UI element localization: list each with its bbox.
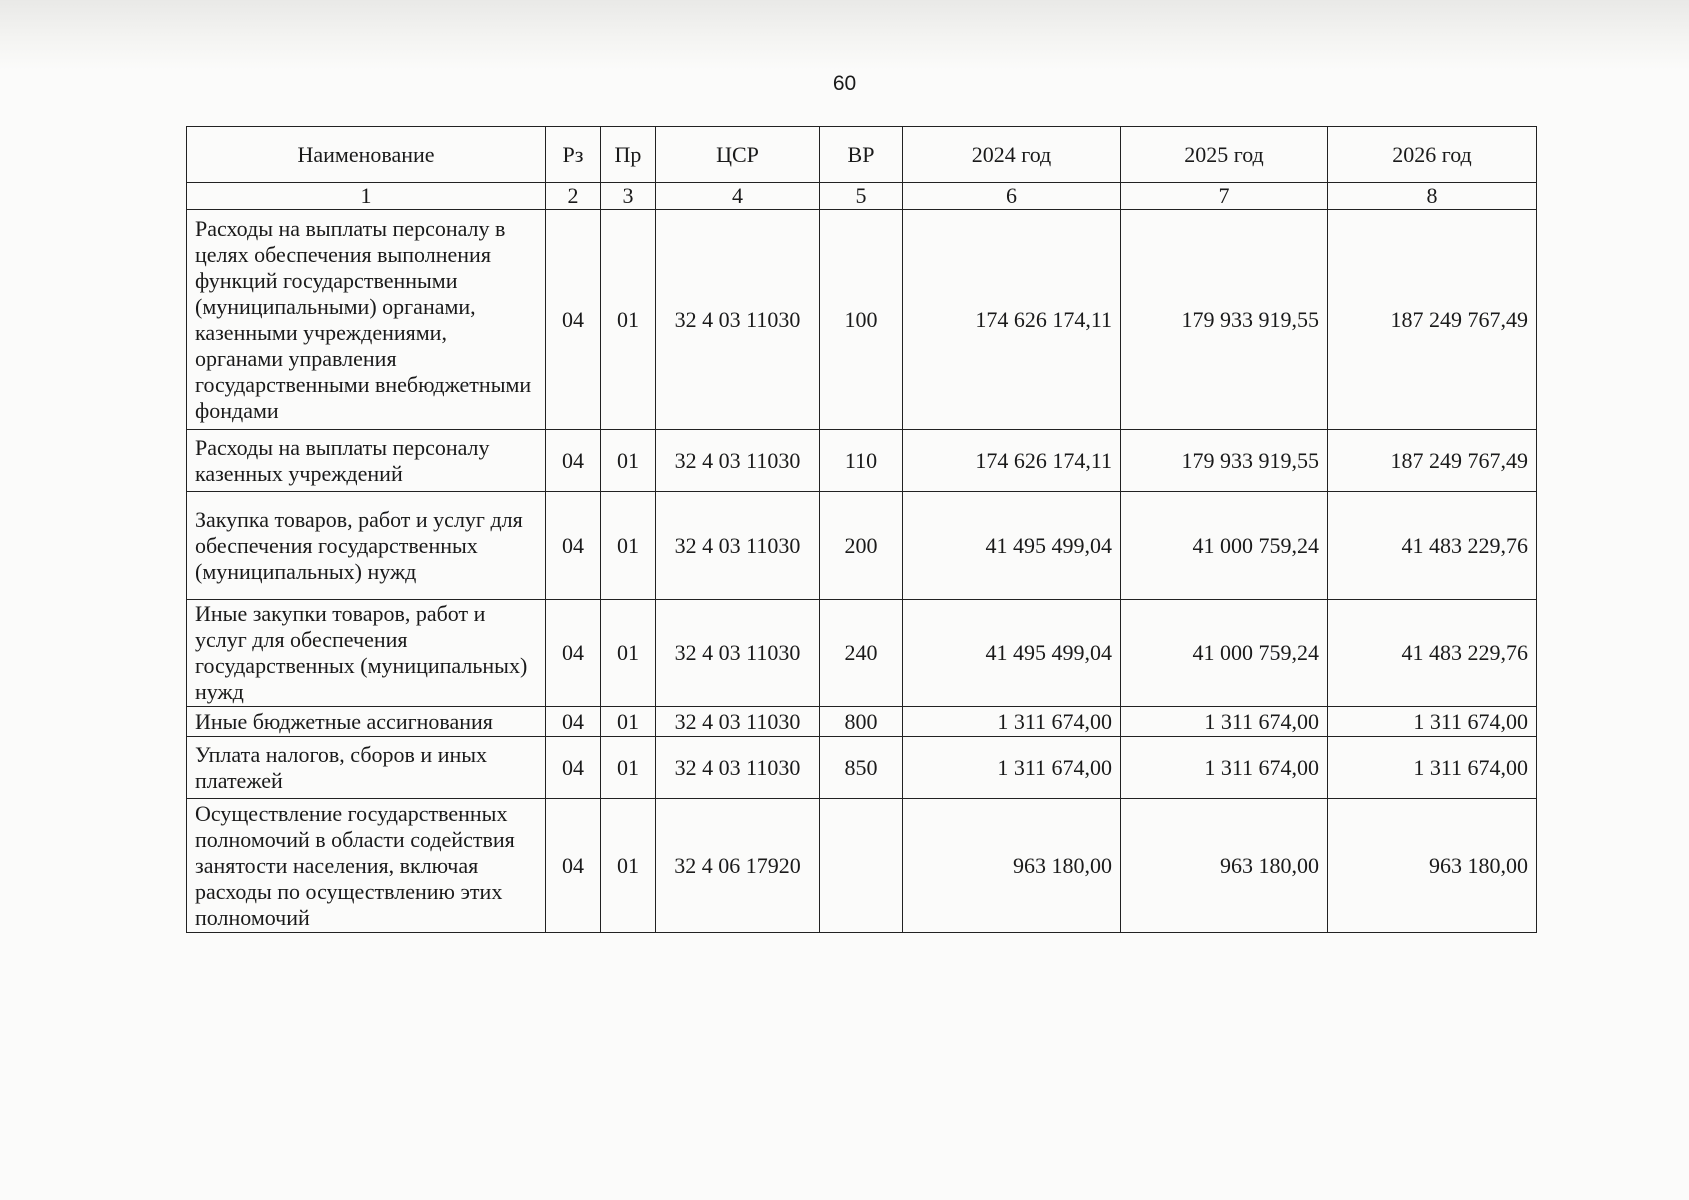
scan-edge-shading — [0, 0, 1689, 70]
row-rz: 04 — [546, 799, 601, 933]
header-name: Наименование — [187, 127, 546, 183]
header-2024: 2024 год — [903, 127, 1121, 183]
header-rz: Рз — [546, 127, 601, 183]
column-number: 1 — [187, 183, 546, 210]
row-amount-2026: 963 180,00 — [1328, 799, 1537, 933]
row-pr: 01 — [601, 707, 656, 737]
row-pr: 01 — [601, 799, 656, 933]
row-csr: 32 4 06 17920 — [656, 799, 820, 933]
row-amount-2024: 963 180,00 — [903, 799, 1121, 933]
row-amount-2025: 41 000 759,24 — [1121, 600, 1328, 707]
header-vr: ВР — [820, 127, 903, 183]
row-vr: 800 — [820, 707, 903, 737]
row-name: Осуществление государственных полномочий в области содействия занятости населения, включая расходы по осуществлению этих полномочий — [187, 799, 546, 933]
table-row — [187, 600, 1537, 707]
table-row — [187, 799, 1537, 933]
column-numbering-row — [187, 183, 1537, 210]
row-vr: 240 — [820, 600, 903, 707]
row-csr: 32 4 03 11030 — [656, 210, 820, 430]
row-csr: 32 4 03 11030 — [656, 707, 820, 737]
header-csr: ЦСР — [656, 127, 820, 183]
row-amount-2024: 174 626 174,11 — [903, 210, 1121, 430]
row-csr: 32 4 03 11030 — [656, 737, 820, 799]
row-amount-2024: 1 311 674,00 — [903, 707, 1121, 737]
row-rz: 04 — [546, 430, 601, 492]
row-amount-2026: 41 483 229,76 — [1328, 492, 1537, 600]
row-amount-2024: 1 311 674,00 — [903, 737, 1121, 799]
row-rz: 04 — [546, 492, 601, 600]
row-pr: 01 — [601, 210, 656, 430]
header-2025: 2025 год — [1121, 127, 1328, 183]
row-vr — [820, 799, 903, 933]
budget-table — [186, 126, 1537, 933]
row-amount-2025: 41 000 759,24 — [1121, 492, 1328, 600]
row-vr: 110 — [820, 430, 903, 492]
table-row — [187, 210, 1537, 430]
row-amount-2025: 179 933 919,55 — [1121, 210, 1328, 430]
page-number: 60 — [832, 72, 857, 95]
column-number: 3 — [601, 183, 656, 210]
row-rz: 04 — [546, 210, 601, 430]
row-csr: 32 4 03 11030 — [656, 430, 820, 492]
row-name: Расходы на выплаты персоналу в целях обеспечения выполнения функций государственными (муниципальными) органами, казенными учреждениями, органами управления государственными внебюджетными фондами — [187, 210, 546, 430]
row-name: Расходы на выплаты персоналу казенных учреждений — [187, 430, 546, 492]
row-name: Иные закупки товаров, работ и услуг для обеспечения государственных (муниципальных) нужд — [187, 600, 546, 707]
header-row — [187, 127, 1537, 183]
row-amount-2024: 174 626 174,11 — [903, 430, 1121, 492]
row-pr: 01 — [601, 492, 656, 600]
column-number: 5 — [820, 183, 903, 210]
row-amount-2024: 41 495 499,04 — [903, 600, 1121, 707]
row-amount-2026: 187 249 767,49 — [1328, 210, 1537, 430]
table-row — [187, 430, 1537, 492]
row-amount-2024: 41 495 499,04 — [903, 492, 1121, 600]
row-amount-2026: 1 311 674,00 — [1328, 737, 1537, 799]
row-pr: 01 — [601, 737, 656, 799]
row-pr: 01 — [601, 430, 656, 492]
row-amount-2026: 41 483 229,76 — [1328, 600, 1537, 707]
row-amount-2025: 963 180,00 — [1121, 799, 1328, 933]
row-rz: 04 — [546, 600, 601, 707]
row-amount-2025: 1 311 674,00 — [1121, 737, 1328, 799]
table-row — [187, 492, 1537, 600]
row-rz: 04 — [546, 737, 601, 799]
column-number: 2 — [546, 183, 601, 210]
column-number: 6 — [903, 183, 1121, 210]
header-pr: Пр — [601, 127, 656, 183]
row-amount-2025: 179 933 919,55 — [1121, 430, 1328, 492]
column-number: 7 — [1121, 183, 1328, 210]
column-number: 8 — [1328, 183, 1537, 210]
row-vr: 850 — [820, 737, 903, 799]
row-name: Уплата налогов, сборов и иных платежей — [187, 737, 546, 799]
row-amount-2025: 1 311 674,00 — [1121, 707, 1328, 737]
row-name: Закупка товаров, работ и услуг для обеспечения государственных (муниципальных) нужд — [187, 492, 546, 600]
row-amount-2026: 1 311 674,00 — [1328, 707, 1537, 737]
row-name: Иные бюджетные ассигнования — [187, 707, 546, 737]
row-csr: 32 4 03 11030 — [656, 600, 820, 707]
table-row — [187, 737, 1537, 799]
row-amount-2026: 187 249 767,49 — [1328, 430, 1537, 492]
row-vr: 200 — [820, 492, 903, 600]
row-csr: 32 4 03 11030 — [656, 492, 820, 600]
row-pr: 01 — [601, 600, 656, 707]
table-row — [187, 707, 1537, 737]
row-vr: 100 — [820, 210, 903, 430]
column-number: 4 — [656, 183, 820, 210]
row-rz: 04 — [546, 707, 601, 737]
header-2026: 2026 год — [1328, 127, 1537, 183]
